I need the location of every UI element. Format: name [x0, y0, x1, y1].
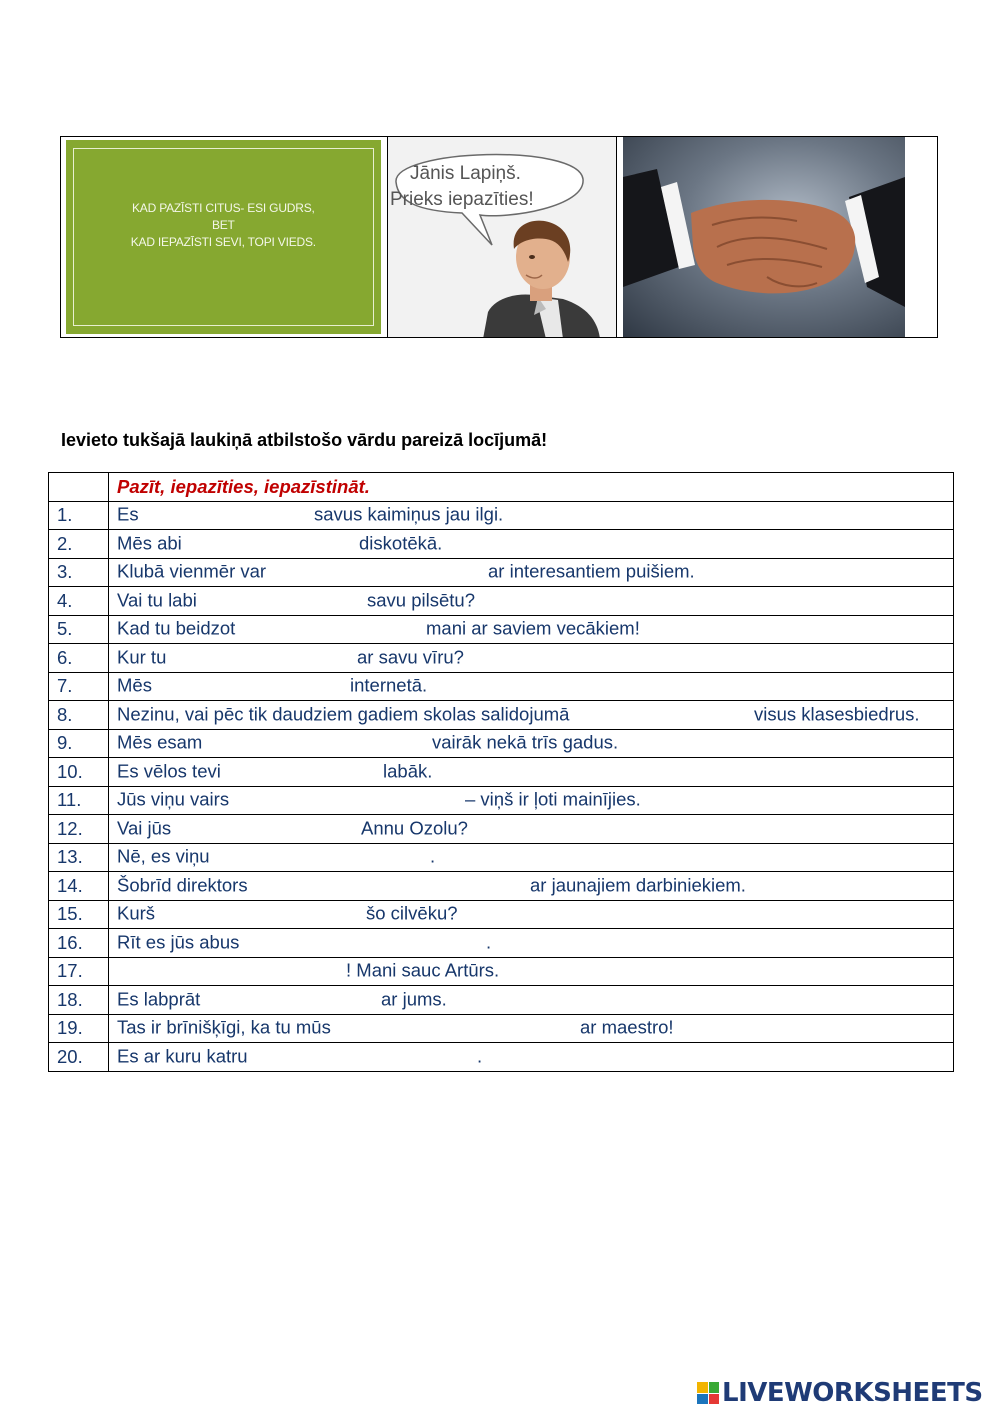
header-banner — [60, 136, 938, 338]
answer-blank[interactable] — [221, 732, 421, 756]
row-number: 3. — [49, 558, 109, 587]
sentence-before: Mēs abi — [117, 532, 182, 554]
word-bank: Pazīt, iepazīties, iepazīstināt. — [117, 475, 370, 497]
table-row — [49, 758, 954, 787]
answer-blank[interactable] — [274, 1045, 469, 1069]
table-row — [49, 558, 954, 587]
table-row — [49, 815, 954, 844]
table-row — [49, 1043, 954, 1072]
sentence-after: ar maestro! — [580, 1016, 674, 1038]
quote-box — [66, 140, 381, 334]
quote-line-1: KAD PAZĪSTI CITUS- ESI GUDRS, — [131, 200, 315, 215]
sentence-after: internetā. — [350, 674, 428, 696]
sentence-cell — [109, 615, 954, 644]
row-number: 15. — [49, 900, 109, 929]
table-row — [49, 786, 954, 815]
sentence-before: Jūs viņu vairs — [117, 788, 230, 810]
answer-blank[interactable] — [264, 618, 414, 642]
sentence-after: mani ar saviem vecākiem! — [426, 617, 640, 639]
answer-blank[interactable] — [299, 561, 479, 585]
answer-blank[interactable] — [204, 532, 344, 556]
greeting-panel — [388, 137, 618, 337]
table-row — [49, 615, 954, 644]
answer-blank[interactable] — [241, 760, 371, 784]
sentence-before: Vai jūs — [117, 817, 172, 839]
table-row — [49, 672, 954, 701]
table-row — [49, 929, 954, 958]
answer-blank[interactable] — [277, 874, 517, 898]
sentence-cell — [109, 815, 954, 844]
table-header-row — [49, 473, 954, 502]
sentence-before: Vai tu labi — [117, 589, 197, 611]
sentence-after: labāk. — [383, 760, 433, 782]
table-row — [49, 501, 954, 530]
sentence-after: ar savu vīru? — [357, 646, 464, 668]
answer-blank[interactable] — [369, 1017, 569, 1041]
sentence-after: ! Mani sauc Artūrs. — [346, 959, 500, 981]
sentence-cell — [109, 957, 954, 986]
answer-blank[interactable] — [259, 931, 479, 955]
word-bank-cell — [109, 473, 954, 502]
row-number: 2. — [49, 530, 109, 559]
sentence-after: . — [430, 845, 436, 867]
sentence-before: Mēs esam — [117, 731, 203, 753]
speech-line-1: Jānis Lapiņš. — [409, 163, 521, 184]
row-number: 9. — [49, 729, 109, 758]
row-number: 5. — [49, 615, 109, 644]
sentence-after: savus kaimiņus jau ilgi. — [314, 503, 504, 525]
table-row — [49, 986, 954, 1015]
sentence-after: ar interesantiem puišiem. — [488, 560, 695, 582]
quote-line-3: KAD IEPAZĪSTI SEVI, TOPI VIEDS. — [130, 234, 316, 249]
sentence-after: vairāk nekā trīs gadus. — [432, 731, 619, 753]
sentence-after: ar jaunajiem darbiniekiem. — [530, 874, 746, 896]
row-number: 17. — [49, 957, 109, 986]
answer-blank[interactable] — [221, 988, 371, 1012]
logo-mark-icon — [697, 1382, 719, 1404]
row-number: 18. — [49, 986, 109, 1015]
sentence-after: . — [486, 931, 492, 953]
sentence-cell — [109, 1014, 954, 1043]
answer-blank[interactable] — [229, 846, 424, 870]
row-number: 19. — [49, 1014, 109, 1043]
answer-blank[interactable] — [189, 817, 349, 841]
answer-blank[interactable] — [117, 960, 342, 984]
row-number: 20. — [49, 1043, 109, 1072]
answer-blank[interactable] — [644, 703, 744, 727]
header-num-cell — [49, 473, 109, 502]
sentence-before: Es labprāt — [117, 988, 201, 1010]
exercise-table — [48, 472, 954, 1072]
answer-blank[interactable] — [151, 504, 301, 528]
sentence-cell — [109, 501, 954, 530]
table-row — [49, 872, 954, 901]
row-number: 6. — [49, 644, 109, 673]
answer-blank[interactable] — [221, 589, 351, 613]
table-row — [49, 701, 954, 730]
table-row — [49, 900, 954, 929]
row-number: 10. — [49, 758, 109, 787]
table-row — [49, 957, 954, 986]
sentence-before: Kurš — [117, 902, 156, 924]
sentence-after: Annu Ozolu? — [361, 817, 468, 839]
sentence-cell — [109, 900, 954, 929]
sentence-cell — [109, 1043, 954, 1072]
speech-line-2: Prieks iepazīties! — [389, 189, 534, 210]
row-number: 13. — [49, 843, 109, 872]
row-number: 1. — [49, 501, 109, 530]
sentence-cell — [109, 872, 954, 901]
sentence-after: savu pilsētu? — [367, 589, 475, 611]
table-row — [49, 729, 954, 758]
sentence-before: Klubā vienmēr var — [117, 560, 267, 582]
sentence-after: . — [477, 1045, 483, 1067]
man-speech-illustration — [388, 137, 618, 337]
row-number: 4. — [49, 587, 109, 616]
liveworksheets-logo — [697, 1377, 983, 1409]
shaking-hands — [691, 200, 855, 294]
sentence-cell — [109, 644, 954, 673]
logo-text: LIVEWORKSHEETS — [722, 1378, 983, 1408]
quote-line-2: BET — [211, 217, 235, 232]
sentence-before: Šobrīd direktors — [117, 874, 248, 896]
handshake-illustration — [617, 137, 937, 337]
row-number: 8. — [49, 701, 109, 730]
sentence-before: Nē, es viņu — [117, 845, 210, 867]
sentence-cell — [109, 587, 954, 616]
sentence-before: Nezinu, vai pēc tik daudziem gadiem skolas salidojumā — [117, 703, 570, 725]
sentence-after: visus klasesbiedrus. — [754, 703, 920, 725]
sentence-cell — [109, 786, 954, 815]
sentence-cell — [109, 701, 954, 730]
table-row — [49, 587, 954, 616]
handshake-panel — [617, 137, 937, 337]
row-number: 12. — [49, 815, 109, 844]
sentence-after: – viņš ir ļoti mainījies. — [465, 788, 641, 810]
sentence-before: Kad tu beidzot — [117, 617, 236, 639]
sentence-before: Es ar kuru katru — [117, 1045, 248, 1067]
sentence-before: Kur tu — [117, 646, 167, 668]
answer-blank[interactable] — [167, 903, 357, 927]
sentence-cell — [109, 672, 954, 701]
sentence-cell — [109, 758, 954, 787]
row-number: 14. — [49, 872, 109, 901]
sentence-before: Es — [117, 503, 139, 525]
sentence-cell — [109, 843, 954, 872]
sentence-cell — [109, 530, 954, 559]
sentence-after: šo cilvēku? — [366, 902, 458, 924]
table-row — [49, 644, 954, 673]
quote-panel — [61, 137, 388, 337]
table-row — [49, 530, 954, 559]
answer-blank[interactable] — [249, 789, 449, 813]
table-row — [49, 1014, 954, 1043]
sentence-cell — [109, 929, 954, 958]
table-row — [49, 843, 954, 872]
sentence-cell — [109, 729, 954, 758]
sentence-cell — [109, 558, 954, 587]
answer-blank[interactable] — [167, 675, 337, 699]
sentence-cell — [109, 986, 954, 1015]
row-number: 11. — [49, 786, 109, 815]
answer-blank[interactable] — [184, 646, 344, 670]
sentence-before: Tas ir brīnišķīgi, ka tu mūs — [117, 1016, 331, 1038]
sentence-after: ar jums. — [381, 988, 447, 1010]
sentence-before: Es vēlos tevi — [117, 760, 221, 782]
row-number: 16. — [49, 929, 109, 958]
sentence-before: Rīt es jūs abus — [117, 931, 240, 953]
row-number: 7. — [49, 672, 109, 701]
sentence-after: diskotēkā. — [359, 532, 443, 554]
instruction-text: Ievieto tukšajā laukiņā atbilstošo vārdu pareizā locījumā! — [61, 430, 548, 450]
quote-text — [131, 200, 316, 251]
sentence-before: Mēs — [117, 674, 152, 696]
